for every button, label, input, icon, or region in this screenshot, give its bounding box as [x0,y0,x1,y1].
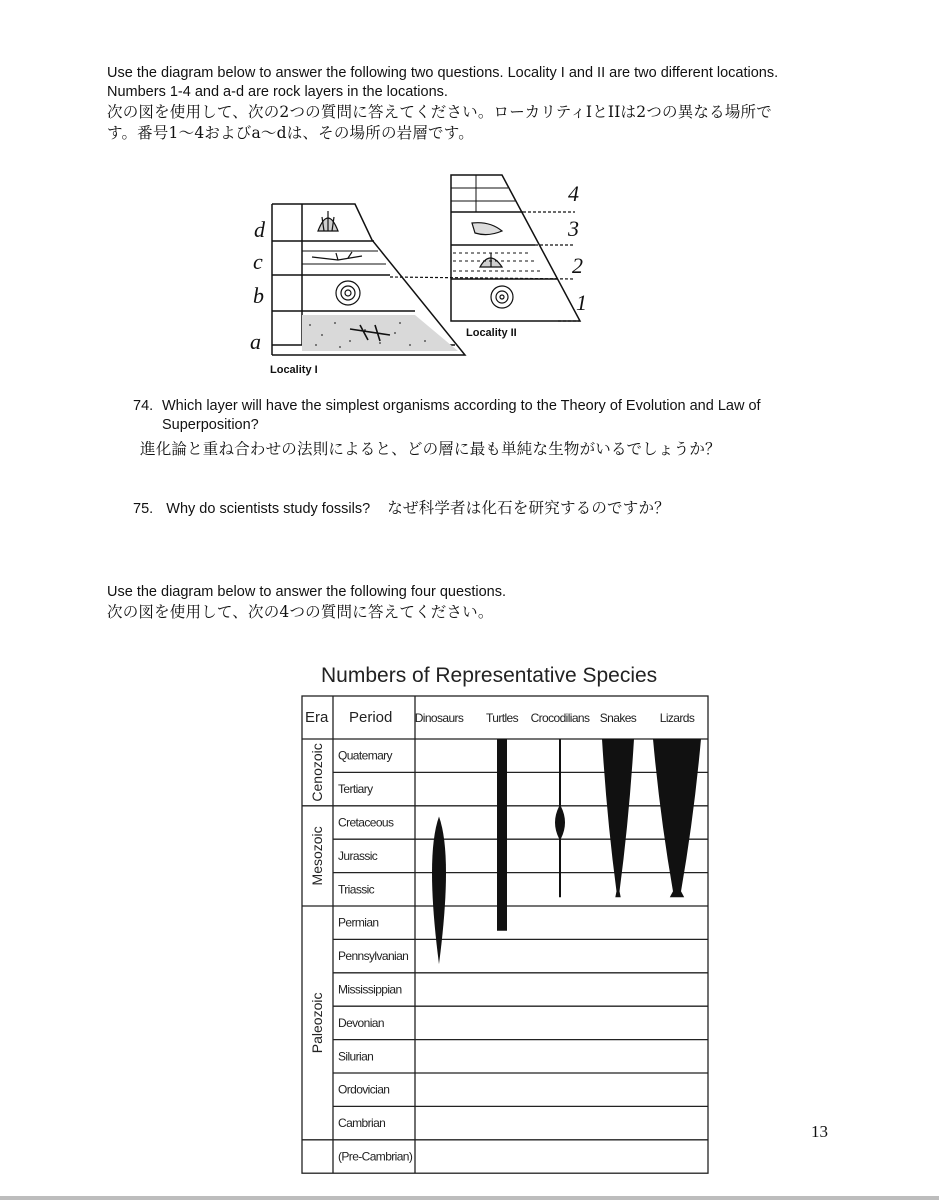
period-label: (Pre-Cambrian) [338,1149,413,1164]
species-range-chart [290,655,720,1180]
header-era: Era [305,709,329,726]
period-labels [338,749,413,1164]
layer-label-4: 4 [568,181,579,206]
group-header-dinosaurs: Dinosaurs [414,711,464,725]
layer-label-c: c [253,249,263,274]
period-label: Cretaceous [338,815,394,830]
layer-label-a: a [250,329,261,354]
period-label: Tertiary [338,782,373,797]
header-period: Period [349,709,393,726]
locality-2-label: Locality II [466,327,517,339]
range-dinosaurs [432,817,446,965]
chart-title: Numbers of Representative Species [321,664,658,687]
instructions-diagram-1 [107,64,787,144]
question-text-english: Which layer will have the simplest organisms according to the Theory of Evolution and Law of Superposition? [162,398,761,433]
locality-2-column [451,175,580,321]
period-label: Silurian [338,1049,374,1064]
period-label: Cambrian [338,1116,386,1131]
question-text-japanese: なぜ科学者は化石を研究するのですか？ [387,499,670,517]
group-header-crocodilians: Crocodilians [530,711,590,725]
group-header-lizards: Lizards [659,711,695,725]
period-label: Devonian [338,1015,384,1030]
layer-label-1: 1 [576,290,587,315]
period-label: Mississippian [338,982,402,997]
range-turtles [497,739,507,931]
group-header-turtles: Turtles [485,711,519,725]
question-text-japanese: 進化論と重ね合わせの法則によると、どの層に最も単純な生物がいるでしょうか？ [140,440,721,458]
range-crocodilians [555,739,565,897]
locality-2-fossils [453,223,542,308]
layer-label-2: 2 [572,253,583,278]
layer-label-d: d [254,217,265,242]
instructions-english: Use the diagram below to answer the following four questions. [107,584,506,600]
group-header-snakes: Snakes [599,711,637,725]
page-bottom-rule [0,1196,939,1200]
question-number: 75. [133,501,154,517]
range-snakes [602,739,634,897]
period-label: Ordovician [338,1082,390,1097]
period-label: Permian [338,915,379,930]
period-label: Quatemary [338,748,392,763]
locality-1-label: Locality I [270,364,318,376]
question-74 [133,397,833,460]
page-number: 13 [811,1122,828,1141]
era-label-cenozoic: Cenozoic [309,743,325,802]
instructions-japanese: 次の図を使用して、次の4つの質問に答えてください。 [107,603,494,621]
group-headers [415,711,695,725]
range-lizards [653,739,701,897]
era-labels [309,743,325,1053]
instructions-diagram-2 [107,583,787,623]
period-label: Jurassic [338,848,378,863]
instructions-english: Use the diagram below to answer the following two questions. Locality I and II are two different locations. Numbers 1-4 and a-d are rock layers in the locations. [107,65,779,100]
era-label-mesozoic: Mesozoic [309,826,325,886]
question-75 [133,498,833,519]
question-text-english: Why do scientists study fossils? [166,501,371,517]
layer-label-b: b [253,283,264,308]
period-label: Pennsylvanian [338,949,409,964]
instructions-japanese: 次の図を使用して、次の2つの質問に答えてください。ローカリティIとIIは2つの異なる場所です。番号1～4およびa～dは、その場所の岩層です。 [107,103,772,142]
period-label: Triassic [338,882,375,897]
layer-label-3: 3 [568,216,579,241]
question-number: 74. [133,398,154,414]
rock-strata-diagram [240,165,610,391]
era-label-paleozoic: Paleozoic [309,992,325,1054]
